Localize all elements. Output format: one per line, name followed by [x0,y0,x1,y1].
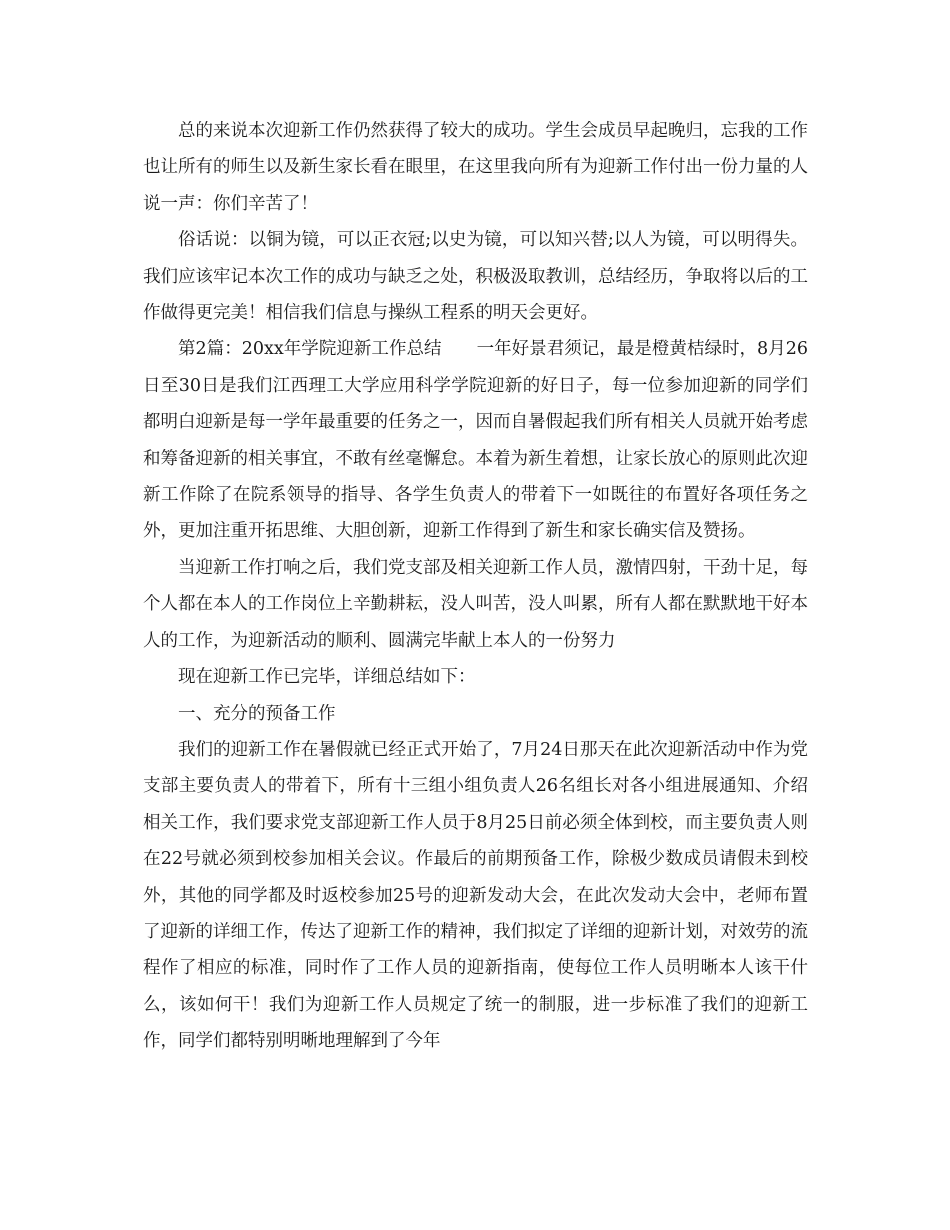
paragraph-3: 第2篇：20xx年学院迎新工作总结 一年好景君须记，最是橙黄桔绿时，8月26日至30日是我们江西理工大学应用科学学院迎新的好日子，每一位参加迎新的同学们都明白迎新是每一学年最重要的任务之一，因而自暑假起我们所有相关人员就开始考虑和筹备迎新的相关事宜，不敢有丝毫懈怠。本着为新生着想，让家长放心的原则此次迎新工作除了在院系领导的指导、各学生负责人的带着下一如既往的布置好各项任务之外，更加注重开拓思维、大胆创新，迎新工作得到了新生和家长确实信及赞扬。 [143,339,808,542]
paragraph-7: 我们的迎新工作在暑假就已经正式开始了，7月24日那天在此次迎新活动中作为党支部主要负责人的带着下，所有十三组小组负责人26名组长对各小组进展通知、介绍相关工作，我们要求党支部迎新工作人员于8月25日前必须全体到校，而主要负责人则在22号就必须到校参加相关会议。作最后的前期预备工作，除极少数成员请假未到校外，其他的同学都及时返校参加25号的迎新发动大会，在此次发动大会中，老师布置了迎新的详细工作，传达了迎新工作的精神，我们拟定了详细的迎新计划，对效劳的流程作了相应的标准，同时作了工作人员的迎新指南，使每位工作人员明晰本人该干什么，该如何干！我们为迎新工作人员规定了统一的制服，进一步标准了我们的迎新工作，同学们都特别明晰地理解到了今年 [143,739,808,1052]
document-body [143,113,808,1060]
paragraph-4: 当迎新工作打响之后，我们党支部及相关迎新工作人员，激情四射，干劲十足，每个人都在本人的工作岗位上辛勤耕耘，没人叫苦，没人叫累，所有人都在默默地干好本人的工作，为迎新活动的顺利、圆满完毕献上本人的一份努力 [143,557,808,651]
paragraph-1: 总的来说本次迎新工作仍然获得了较大的成功。学生会成员早起晚归，忘我的工作也让所有的师生以及新生家长看在眼里，在这里我向所有为迎新工作付出一份力量的人说一声：你们辛苦了！ [143,121,808,214]
paragraph-5: 现在迎新工作已完毕，详细总结如下： [178,667,476,688]
section-heading: 一、充分的预备工作 [178,703,336,724]
paragraph-2: 俗话说：以铜为镜，可以正衣冠;以史为镜，可以知兴替;以人为镜，可以明得失。我们应该牢记本次工作的成功与缺乏之处，积极汲取教训，总结经历，争取将以后的工作做得更完美！相信我们信息与操纵工程系的明天会更好。 [143,230,808,324]
